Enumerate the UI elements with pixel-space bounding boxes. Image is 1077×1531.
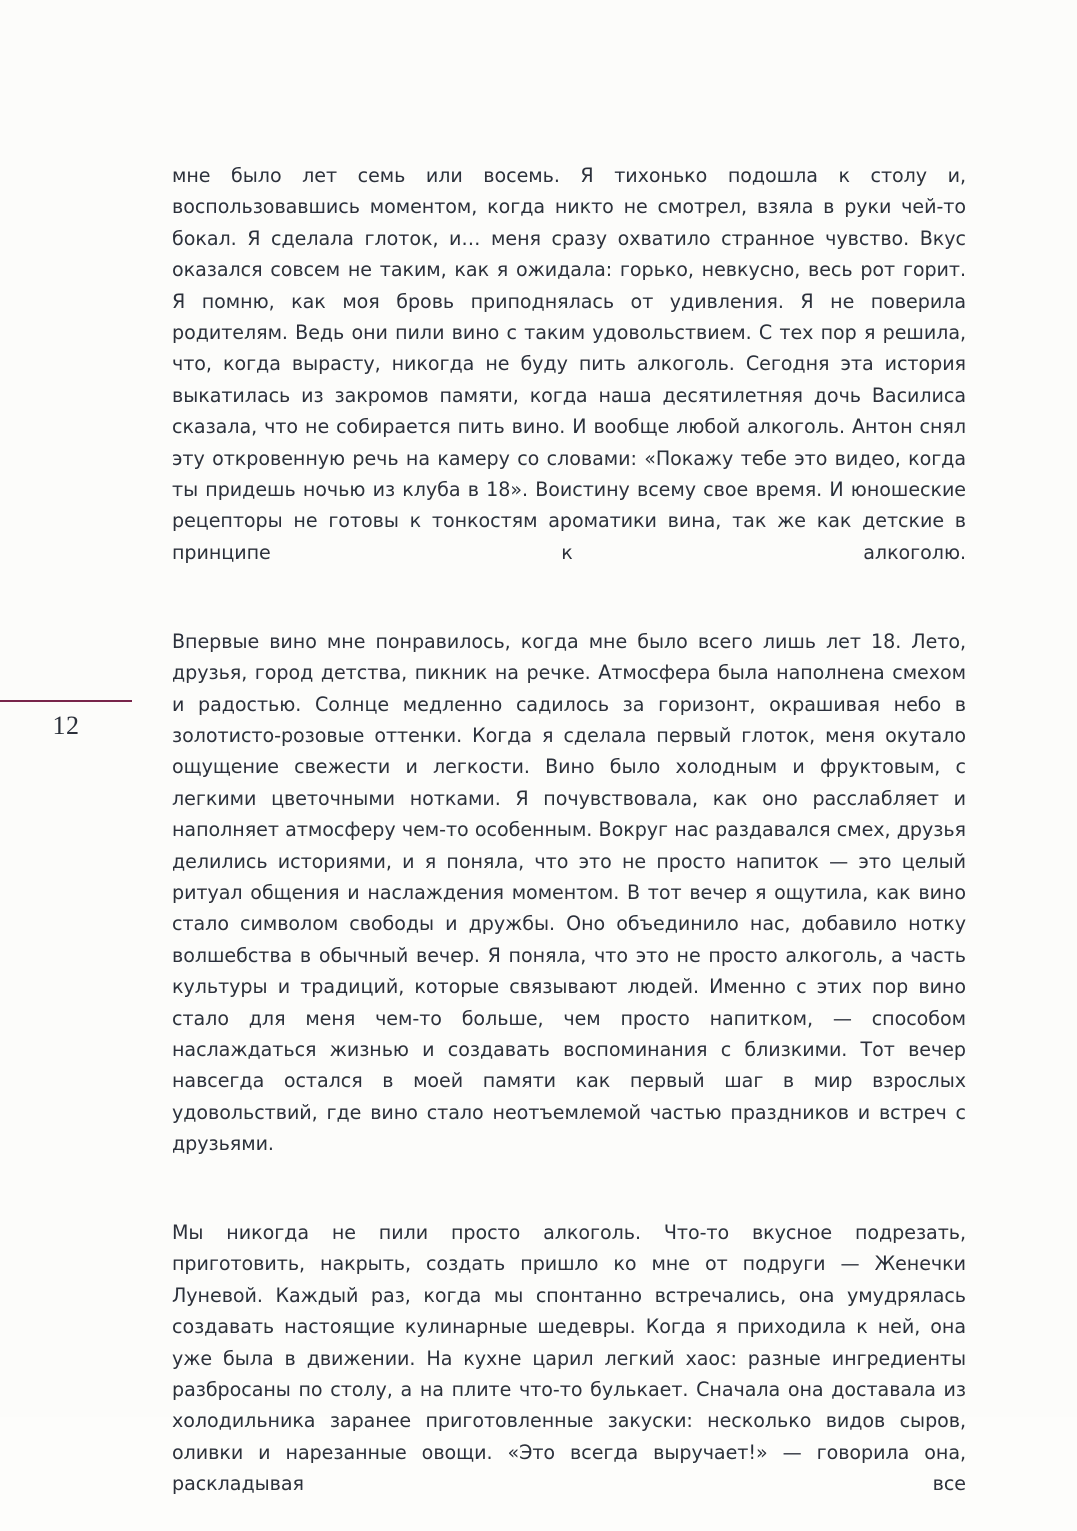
body-text-column [172,160,966,1531]
paragraph: мне было лет семь или восемь. Я тихонько подошла к столу и, воспользовавшись моментом, когда никто не смотрел, взяла в руки чей-то бокал. Я сделала глоток, и… меня сразу охватило странное чувство. Вкус оказался совсем не таким, как я ожидала: горько, невкусно, весь рот горит. Я помню, как моя бровь приподнялась от удивления. Я не поверила родителям. Ведь они пили вино с таким удовольствием. С тех пор я решила, что, когда вырасту, никогда не буду пить алкоголь. Сегодня эта история выкатилась из закромов памяти, когда наша десятилетняя дочь Василиса сказала, что не собирается пить вино. И вообще любой алкоголь. Антон снял эту откровенную речь на камеру со словами: «Покажу тебе это видео, когда ты придешь ночью из клуба в 18». Воистину всему свое время. И юношеские рецепторы не готовы к тонкостям ароматики вина, так же как детские в принципе к алкоголю. [172,164,966,564]
page-number: 12 [52,710,80,740]
folio [0,700,132,739]
paragraph: Впервые вино мне понравилось, когда мне было всего лишь лет 18. Лето, друзья, город детства, пикник на речке. Атмосфера была наполнена смехом и радостью. Солнце медленно садилось за горизонт, окрашивая небо в золотисто-розовые оттенки. Когда я сделала первый глоток, меня окутало ощущение свежести и легкости. Вино было холодным и фруктовым, с легкими цветочными нотками. Я почувствовала, как оно расслабляет и наполняет атмосферу чем-то особенным. Вокруг нас раздавался смех, друзья делились историями, и я поняла, что это не просто напиток — это целый ритуал общения и наслаждения моментом. В тот вечер я ощутила, как вино стало символом свободы и дружбы. Оно объединило нас, добавило нотку волшебства в обычный вечер. Я поняла, что это не просто алкоголь, а часть культуры и традиций, которые связывают людей. Именно с этих пор вино стало для меня чем-то больше, чем просто напитком, — способом наслаждаться жизнью и создавать воспоминания с близкими. Тот вечер навсегда остался в моей памяти как первый шаг в мир взрослых удовольствий, где вино стало неотъемлемой частью праздников и встреч с друзьями. [172,629,966,1156]
paragraph: Мы никогда не пили просто алкоголь. Что-то вкусное подрезать, приготовить, накрыть, создать пришло ко мне от подруги — Женечки Луневой. Каждый раз, когда мы спонтанно встречались, она умудрялась создавать настоящие кулинарные шедевры. Когда я приходила к ней, она уже была в движении. На кухне царил легкий хаос: разные ингредиенты разбросаны по столу, а на плите что-то булькает. Сначала она доставала из холодильника заранее приготовленные закуски: несколько видов сыров, оливки и нарезанные овощи. «Это всегда выручает!» — говорила она, раскладывая все [172,1221,966,1496]
